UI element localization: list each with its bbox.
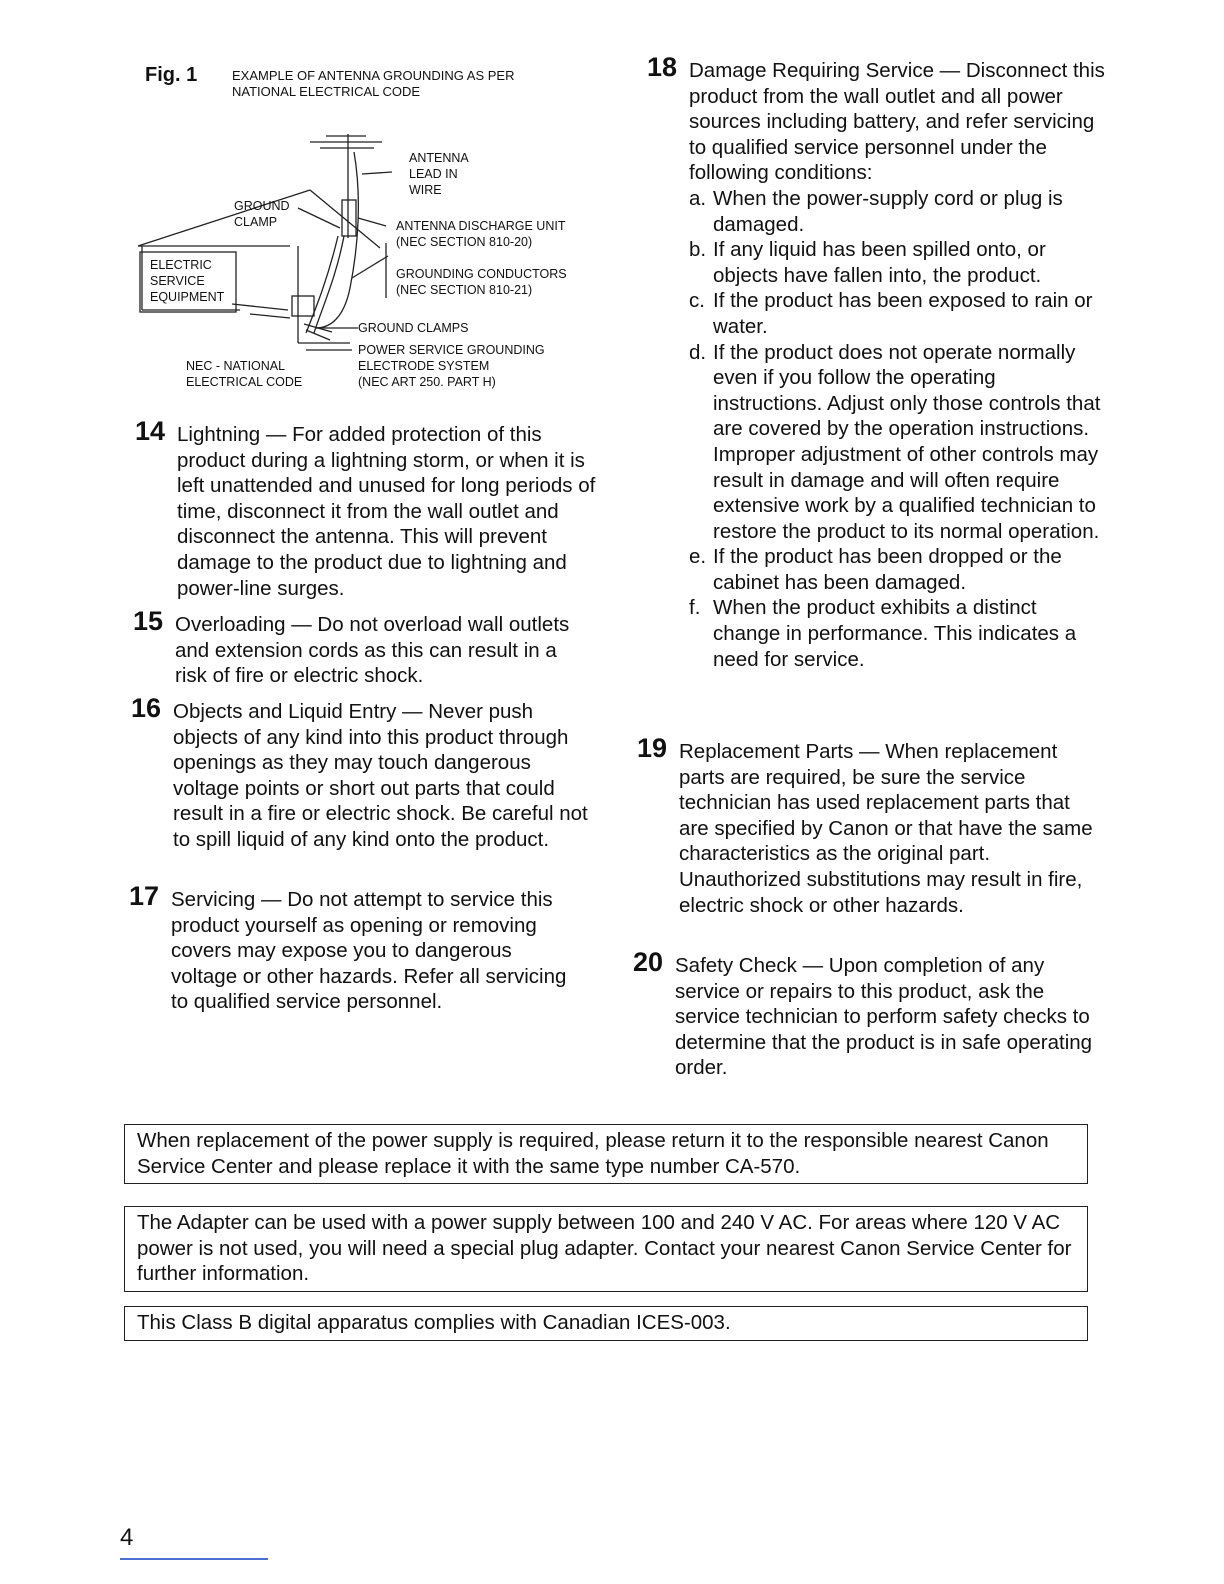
condition-letter: c. [689, 289, 705, 313]
condition-letter: f. [689, 596, 701, 620]
item-14 [135, 416, 597, 601]
condition-text: If any liquid has been spilled onto, or objects have fallen into, the product. [713, 238, 1046, 287]
item-text: Damage Requiring Service — Disconnect this product from the wall outlet and all power sources including battery, and refer servicing to qualified service personnel under the following conditions: [689, 59, 1105, 185]
item-18 [647, 52, 1109, 672]
condition-text: If the product does not operate normally even if you follow the operating instructions. Adjust only those controls that are covered by the operation instructions. Improper adjustment of other controls may result in damage and will often require extensive work by a qualified technician to restore the product to its normal operation. [713, 340, 1101, 543]
item-number: 16 [131, 693, 162, 723]
condition-f [689, 595, 1109, 672]
item-number: 15 [133, 606, 164, 636]
grounding-conductors-label: GROUNDING CONDUCTORS (NEC SECTION 810-21) [396, 267, 567, 297]
item-number: 19 [637, 733, 668, 763]
figure-title: Fig. 1 [145, 64, 198, 86]
condition-a [689, 186, 1109, 237]
item-text: Lightning — For added protection of this product during a lightning storm, or when it is left unattended and unused for long periods of time, disconnect it from the wall outlet and disconnect the antenna. This will prevent damage to the product due to lightning and power-line surges. [177, 423, 596, 600]
item-number: 14 [135, 416, 166, 446]
condition-text: If the product has been dropped or the cabinet has been damaged. [713, 545, 1062, 594]
notice-ices: This Class B digital apparatus complies with Canadian ICES-003. [124, 1306, 1088, 1341]
notice-adapter: The Adapter can be used with a power supply between 100 and 240 V AC. For areas where 120 V AC power is not used, you will need a special plug adapter. Contact your nearest Canon Service Center for further information. [124, 1206, 1088, 1292]
antenna-grounding-diagram [130, 128, 610, 398]
condition-text: When the product exhibits a distinct change in performance. This indicates a need for service. [713, 596, 1077, 671]
electric-service-label: ELECTRIC SERVICE EQUIPMENT [150, 258, 225, 304]
item-text: Overloading — Do not overload wall outlets and extension cords as this can result in a risk of fire or electric shock. [175, 613, 570, 688]
item-19 [637, 733, 1097, 918]
item-number: 18 [647, 52, 678, 82]
condition-e [689, 544, 1109, 595]
condition-c [689, 288, 1109, 339]
item-number: 17 [129, 881, 160, 911]
condition-letter: b. [689, 238, 707, 262]
discharge-unit-label: ANTENNA DISCHARGE UNIT (NEC SECTION 810-20) [396, 219, 566, 249]
nec-label: NEC - NATIONAL ELECTRICAL CODE [186, 359, 303, 389]
antenna-lead-label: ANTENNA LEAD IN WIRE [409, 151, 469, 197]
condition-d [689, 340, 1109, 545]
notice-power-supply: When replacement of the power supply is required, please return it to the responsible nearest Canon Service Center and please replace it with the same type number CA-570. [124, 1124, 1088, 1184]
item-text: Servicing — Do not attempt to service this product yourself as opening or removing covers may expose you to dangerous voltage or other hazards. Refer all servicing to qualified service personnel. [171, 888, 567, 1014]
condition-letter: d. [689, 340, 707, 364]
item-text: Objects and Liquid Entry — Never push objects of any kind into this product through openings as they may touch dangerous voltage points or short out parts that could result in a fire or electric shock. Be careful not to spill liquid of any kind onto the product. [173, 700, 588, 851]
condition-letter: e. [689, 545, 707, 569]
condition-text: If the product has been exposed to rain or water. [713, 289, 1093, 338]
condition-b [689, 237, 1109, 288]
item-15 [133, 606, 583, 689]
item-16 [131, 693, 591, 853]
figure-caption: EXAMPLE OF ANTENNA GROUNDING AS PER NATIONAL ELECTRICAL CODE [232, 68, 515, 99]
page-number: 4 [120, 1524, 134, 1551]
footer-rule [120, 1558, 268, 1560]
ground-clamps-label: GROUND CLAMPS [358, 321, 469, 335]
condition-letter: a. [689, 186, 707, 210]
condition-text: When the power-supply cord or plug is damaged. [713, 186, 1063, 236]
item-number: 20 [633, 947, 664, 977]
item-20 [633, 947, 1095, 1081]
item-text: Replacement Parts — When replacement parts are required, be sure the service technician has used replacement parts that are specified by Canon or that have the same characteristics as the original part. Unauthorized substitutions may result in fire, electric shock or other hazards. [679, 740, 1093, 917]
item-17 [129, 881, 569, 1015]
item-text: Safety Check — Upon completion of any service or repairs to this product, ask the service technician to perform safety checks to determine that the product is in safe operating order. [675, 954, 1093, 1080]
ground-clamp-label: GROUND CLAMP [234, 199, 290, 229]
power-service-label: POWER SERVICE GROUNDING ELECTRODE SYSTEM (NEC ART 250. PART H) [358, 343, 545, 389]
